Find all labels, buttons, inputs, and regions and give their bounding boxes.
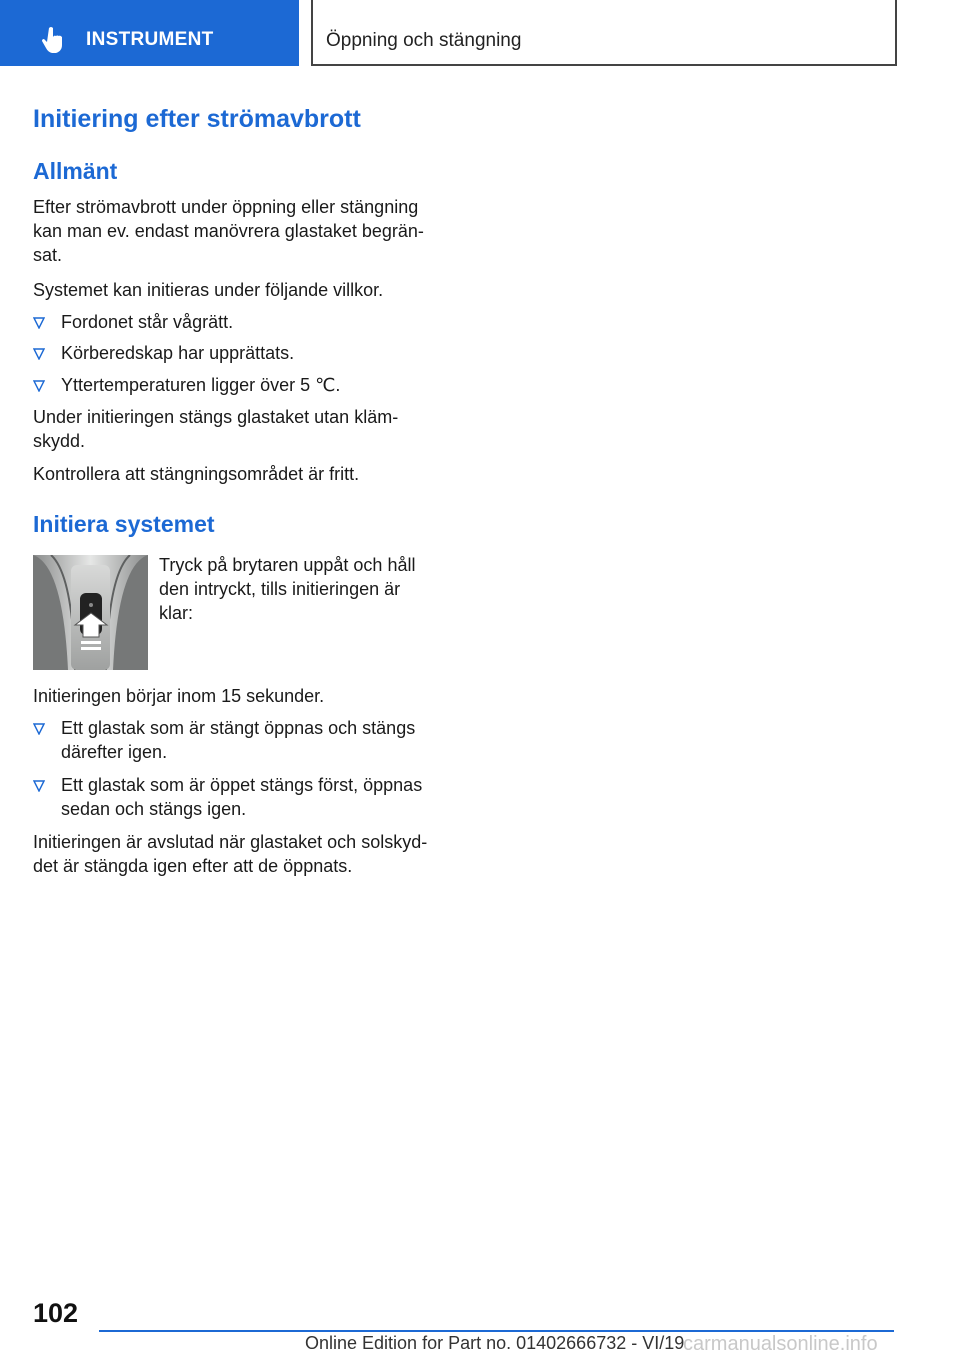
page-number: 102 <box>33 1298 79 1328</box>
section-tab[interactable] <box>0 0 299 66</box>
section-tab-label: INSTRUMENT <box>86 29 214 50</box>
triangle-bullet-icon <box>33 780 45 792</box>
text-line: därefter igen. <box>61 742 168 762</box>
text-line: kan man ev. endast manövrera glastaket begrän- <box>33 221 424 241</box>
triangle-bullet-icon <box>33 348 45 360</box>
triangle-bullet-icon <box>33 380 45 392</box>
paragraph: Initieringen börjar inom 15 sekunder. <box>33 686 325 706</box>
paragraph: Kontrollera att stängningsområdet är fritt. <box>33 464 360 484</box>
watermark-site: carmanualsonline.info <box>683 1333 878 1355</box>
text-line: Efter strömavbrott under öppning eller stängning <box>33 197 419 217</box>
list-item-text: Fordonet står vågrätt. <box>61 312 234 332</box>
list-item-text <box>61 773 445 821</box>
instruction-text <box>159 553 445 625</box>
list-item-text: Körberedskap har upprättats. <box>61 343 295 363</box>
triangle-bullet-icon <box>33 723 45 735</box>
text-line: Tryck på brytaren uppåt och håll <box>159 555 416 575</box>
text-line: Ett glastak som är stängt öppnas och stängs <box>61 718 416 738</box>
paragraph <box>33 405 445 453</box>
text-line: sat. <box>33 245 63 265</box>
paragraph <box>33 195 445 267</box>
text-line: den intryckt, tills initieringen är <box>159 579 401 599</box>
paragraph: Systemet kan initieras under följande villkor. <box>33 280 384 300</box>
text-line: Under initieringen stängs glastaket utan kläm- <box>33 407 399 427</box>
page-header <box>311 0 897 66</box>
text-line: sedan och stängs igen. <box>61 799 247 819</box>
sunroof-switch-image <box>33 555 148 670</box>
triangle-bullet-icon <box>33 317 45 329</box>
text-line: skydd. <box>33 431 86 451</box>
pointing-hand-icon <box>40 26 66 54</box>
page-title: Öppning och stängning <box>326 30 522 51</box>
text-line: klar: <box>159 603 194 623</box>
section-heading-initialize: Initiera systemet <box>33 511 215 537</box>
edition-text: Online Edition for Part no. 01402666732 - VI/19 <box>305 1333 685 1353</box>
section-heading-general: Allmänt <box>33 158 118 184</box>
main-heading: Initiering efter strömavbrott <box>33 105 361 133</box>
text-line: det är stängda igen efter att de öppnats. <box>33 856 353 876</box>
list-item-text <box>61 716 445 764</box>
text-line: Ett glastak som är öppet stängs först, öppnas <box>61 775 423 795</box>
text-line: Initieringen är avslutad när glastaket och solskyd- <box>33 832 428 852</box>
paragraph <box>33 830 445 878</box>
list-item-text: Yttertemperaturen ligger över 5 ℃. <box>61 375 341 395</box>
footer-divider <box>99 1330 894 1332</box>
